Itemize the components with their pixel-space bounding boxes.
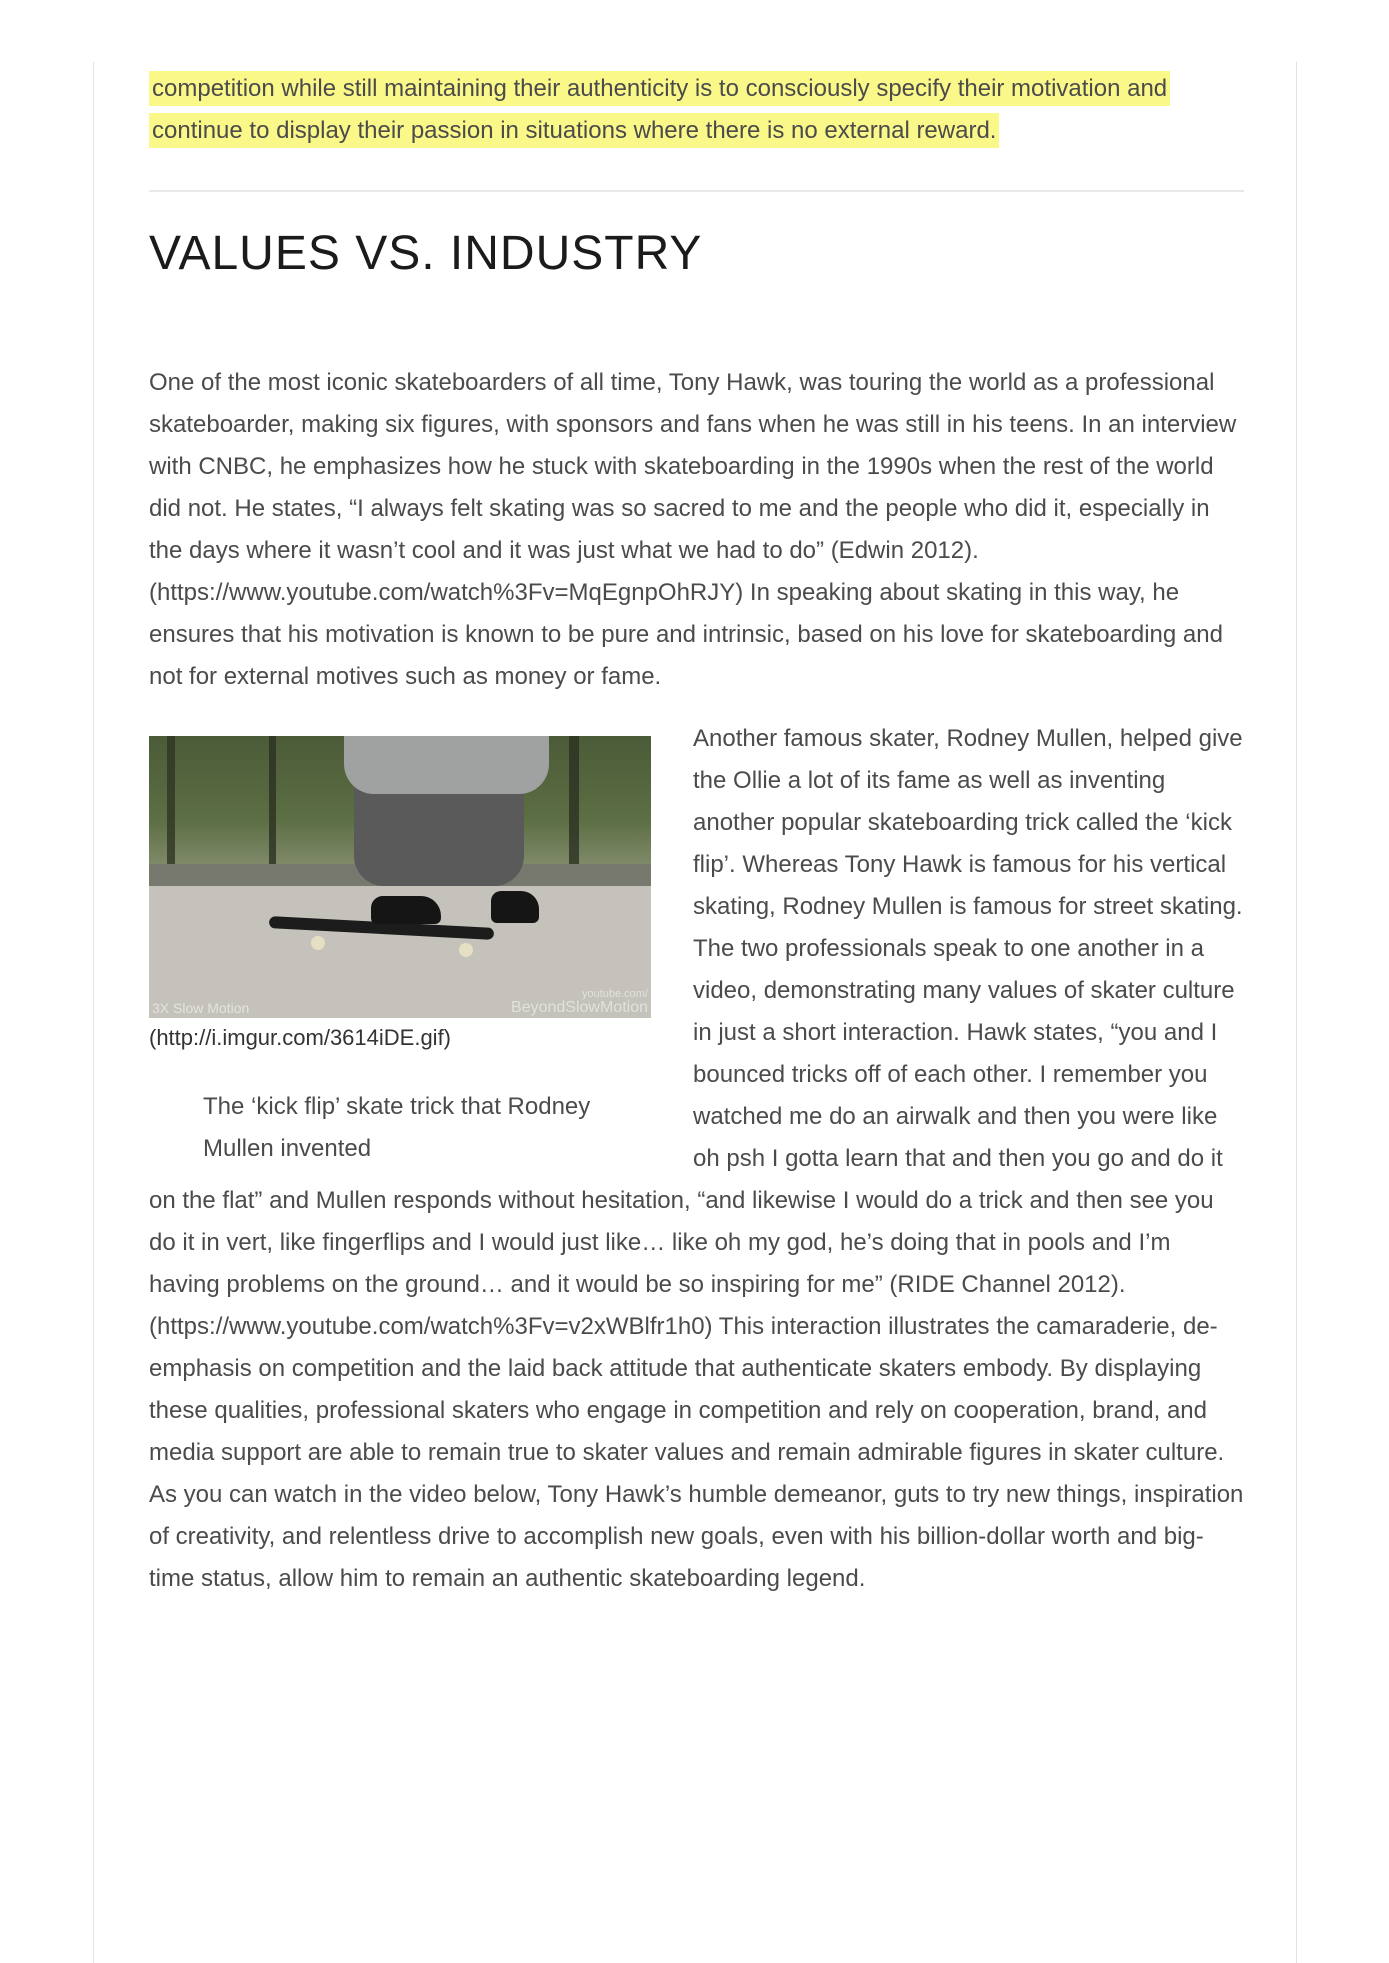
skater-shoe bbox=[491, 891, 539, 923]
figure-kick-flip bbox=[149, 736, 651, 1170]
figure-caption: The ‘kick flip’ skate trick that Rodney Mullen invented bbox=[203, 1093, 591, 1162]
skateboard-wheel bbox=[311, 936, 325, 950]
watermark-left: 3X Slow Motion bbox=[152, 1000, 250, 1016]
intro-highlight-paragraph bbox=[149, 68, 1244, 152]
kick-flip-image[interactable] bbox=[149, 736, 651, 1018]
article-body bbox=[149, 68, 1244, 1600]
section-title: VALUES VS. INDUSTRY bbox=[149, 227, 703, 280]
page-border-right bbox=[1296, 62, 1297, 1963]
highlighted-text: competition while still maintaining their authenticity is to consciously specify their motivation and continue to display their passion in situations where there is no external reward. bbox=[149, 71, 1170, 148]
watermark-right-small: youtube.com/ bbox=[581, 988, 648, 1000]
paragraph-rodney-mullen: Another famous skater, Rodney Mullen, helped give the Ollie a lot of its fame as well as inventing another popular skateboarding trick called the ‘kick flip’. Whereas Tony Hawk is famous for his vertical skating, Rodney Mullen is famous for street skating. The two professionals speak to one another in a video, demonstrating many values of skater culture in just a short interaction. Hawk states, “you and I bounced tricks off of each other. I remember you watched me do an airwalk and then you were like oh psh I gotta learn that and then you go and do it on the flat” and Mullen responds without hesitation, “and likewise I would do a trick and then see you do it in vert, like fingerflips and I would just like… like oh my god, he’s doing that in pools and I’m having problems on the ground… and it would be so inspiring for me” (RIDE Channel 2012). (https://www.youtube.com/watch%3Fv=v2xWBlfr1h0) This interaction illustrates the camaraderie, de-emphasis on competition and the laid back attitude that authenticate skaters embody. By displaying these qualities, professional skaters who engage in competition and rely on cooperation, brand, and media support are able to remain true to skater values and remain admirable figures in skater culture. As you can watch in the video below, Tony Hawk’s humble demeanor, guts to try new things, inspiration of creativity, and relentless drive to accomplish new goals, even with his billion-dollar worth and big-time status, allow him to remain an authentic skateboarding legend. bbox=[149, 725, 1244, 1592]
image-source-link[interactable]: (http://i.imgur.com/3614iDE.gif) bbox=[149, 1025, 452, 1050]
paragraph-tony-hawk: One of the most iconic skateboarders of all time, Tony Hawk, was touring the world as a professional skateboarder, making six figures, with sponsors and fans when he was still in his teens. In an interview with CNBC, he emphasizes how he stuck with skateboarding in the 1990s when the rest of the world did not. He states, “I always felt skating was so sacred to me and the people who did it, especially in the days where it wasn’t cool and it was just what we had to do” (Edwin 2012). (https://www.youtube.com/watch%3Fv=MqEgnpOhRJY) In speaking about skating in this way, he ensures that his motivation is known to be pure and intrinsic, based on his love for skateboarding and not for external motives such as money or fame. bbox=[149, 369, 1237, 690]
page-border-left bbox=[93, 62, 94, 1963]
skater-shoe bbox=[371, 896, 441, 924]
section-divider bbox=[149, 190, 1244, 192]
watermark-right bbox=[511, 988, 648, 1016]
skateboard-wheel bbox=[459, 943, 473, 957]
watermark-right-main: BeyondSlowMotion bbox=[511, 999, 648, 1016]
skater-shirt bbox=[344, 736, 549, 794]
